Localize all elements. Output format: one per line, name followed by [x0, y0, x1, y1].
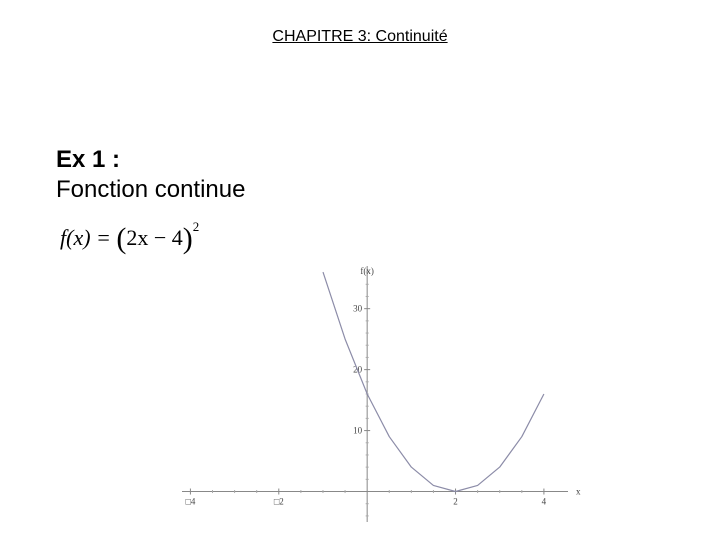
y-tick-label: 30 — [353, 303, 363, 314]
exercise-subtitle: Fonction continue — [56, 176, 246, 203]
x-tick-label: □2 — [273, 496, 284, 507]
x-tick-label: □4 — [185, 496, 196, 507]
chapter-title: CHAPITRE 3: Continuité — [272, 28, 448, 45]
formula-lhs: f(x) = — [60, 225, 111, 250]
formula-open-paren: ( — [116, 222, 127, 255]
y-tick-label: 20 — [353, 364, 363, 375]
y-axis-label: f(x) — [360, 266, 374, 276]
x-tick-label: 2 — [453, 496, 458, 507]
x-axis-label: x — [576, 486, 581, 497]
exercise-heading: Ex 1 : — [56, 146, 121, 173]
formula-exponent: 2 — [192, 218, 200, 234]
y-tick-label: 10 — [353, 425, 363, 436]
x-tick-label: 4 — [541, 496, 547, 507]
formula-inner: 2x − 4 — [126, 225, 183, 250]
formula-close-paren: ) — [182, 222, 193, 255]
